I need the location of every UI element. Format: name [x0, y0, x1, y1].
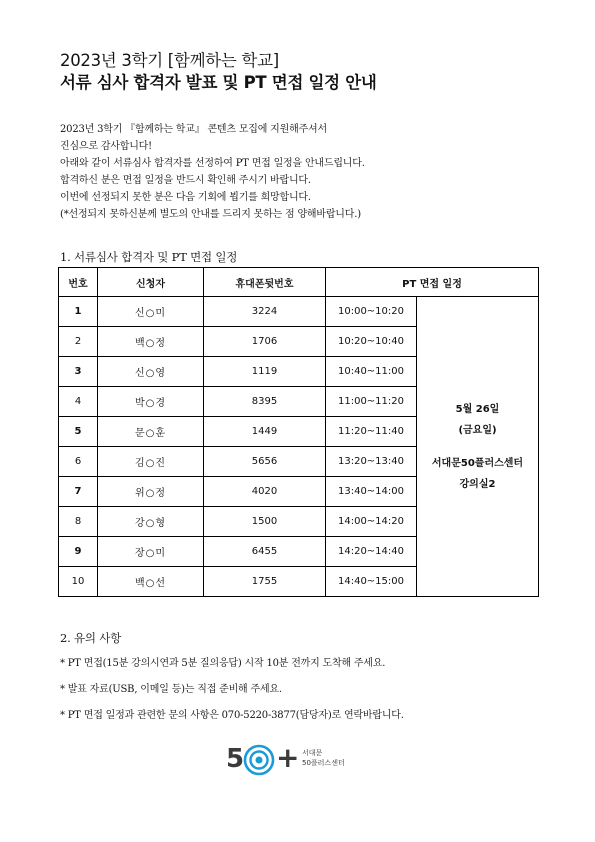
- row-name: 신○미: [98, 297, 204, 327]
- row-phone: 8395: [204, 387, 326, 417]
- row-name: 김○진: [98, 447, 204, 477]
- logo-plus: +: [276, 741, 300, 774]
- title-line-2: 서류 심사 합격자 발표 및 PT 면접 일정 안내: [60, 73, 377, 92]
- row-phone: 5656: [204, 447, 326, 477]
- row-no: 1: [59, 297, 98, 327]
- schedule-table: [58, 267, 539, 597]
- row-name: 백○정: [98, 327, 204, 357]
- row-time: 14:00~14:20: [326, 507, 417, 537]
- notes-list: [60, 654, 404, 732]
- logo-rings-icon: [243, 744, 275, 776]
- header-schedule: PT 면접 일정: [326, 268, 539, 297]
- row-time: 14:40~15:00: [326, 567, 417, 597]
- document-title: [60, 50, 377, 94]
- row-time: 11:20~11:40: [326, 417, 417, 447]
- row-name: 장○미: [98, 537, 204, 567]
- row-no: 6: [59, 447, 98, 477]
- logo-text-line2: 50플러스센터: [302, 759, 345, 767]
- row-phone: 6455: [204, 537, 326, 567]
- interview-place: 서대문50플러스센터: [431, 457, 524, 469]
- interview-date: 5월 26일: [455, 403, 500, 415]
- row-no: 10: [59, 567, 98, 597]
- title-line-1: 2023년 3학기 [함께하는 학교]: [60, 51, 279, 70]
- row-time: 10:40~11:00: [326, 357, 417, 387]
- interview-weekday: (금요일): [458, 424, 497, 436]
- logo-text-line1: 서대문: [302, 749, 323, 757]
- row-time: 10:00~10:20: [326, 297, 417, 327]
- logo-text: [302, 748, 345, 768]
- note-item: * PT 면접 일정과 관련한 문의 사항은 070-5220-3877(담당자)로 연락바랍니다.: [60, 710, 404, 721]
- row-time: 14:20~14:40: [326, 537, 417, 567]
- intro-line: 아래와 같이 서류심사 합격자를 선정하여 PT 면접 일정을 안내드립니다.: [60, 158, 365, 169]
- section-2-heading: 2. 유의 사항: [60, 631, 122, 645]
- row-no: 5: [59, 417, 98, 447]
- header-no: 번호: [59, 268, 98, 297]
- table-header-row: [59, 268, 539, 297]
- row-name: 백○선: [98, 567, 204, 597]
- row-time: 13:40~14:00: [326, 477, 417, 507]
- logo-five: 5: [226, 744, 245, 774]
- intro-line: 합격하신 분은 면접 일정을 반드시 확인해 주시기 바랍니다.: [60, 175, 311, 186]
- intro-line: 2023년 3학기 『함께하는 학교』 콘텐츠 모집에 지원해주셔서: [60, 124, 327, 135]
- row-name: 강○형: [98, 507, 204, 537]
- row-phone: 4020: [204, 477, 326, 507]
- row-name: 문○훈: [98, 417, 204, 447]
- row-phone: 1500: [204, 507, 326, 537]
- intro-text: [60, 121, 365, 223]
- row-no: 4: [59, 387, 98, 417]
- table-row: [59, 297, 539, 327]
- interview-info-cell: [417, 297, 539, 597]
- row-no: 3: [59, 357, 98, 387]
- row-time: 13:20~13:40: [326, 447, 417, 477]
- row-no: 8: [59, 507, 98, 537]
- row-phone: 1449: [204, 417, 326, 447]
- row-name: 위○정: [98, 477, 204, 507]
- row-no: 9: [59, 537, 98, 567]
- header-phone: 휴대폰뒷번호: [204, 268, 326, 297]
- row-no: 2: [59, 327, 98, 357]
- row-name: 신○영: [98, 357, 204, 387]
- row-phone: 3224: [204, 297, 326, 327]
- intro-line: 진심으로 감사합니다!: [60, 141, 152, 152]
- row-time: 11:00~11:20: [326, 387, 417, 417]
- row-name: 박○경: [98, 387, 204, 417]
- note-item: * PT 면접(15분 강의시연과 5분 질의응답) 시작 10분 전까지 도착해 주세요.: [60, 658, 386, 669]
- section-1-heading: 1. 서류심사 합격자 및 PT 면접 일정: [60, 250, 238, 264]
- row-phone: 1755: [204, 567, 326, 597]
- header-applicant: 신청자: [98, 268, 204, 297]
- interview-room: 강의실2: [459, 478, 496, 490]
- row-phone: 1119: [204, 357, 326, 387]
- note-item: * 발표 자료(USB, 이메일 등)는 직접 준비해 주세요.: [60, 684, 282, 695]
- row-no: 7: [59, 477, 98, 507]
- row-time: 10:20~10:40: [326, 327, 417, 357]
- intro-line: (*선정되지 못하신분께 별도의 안내를 드리지 못하는 점 양해바랍니다.): [60, 209, 361, 220]
- center-logo: [226, 741, 376, 777]
- row-phone: 1706: [204, 327, 326, 357]
- intro-line: 이번에 선정되지 못한 분은 다음 기회에 뵙기를 희망합니다.: [60, 192, 311, 203]
